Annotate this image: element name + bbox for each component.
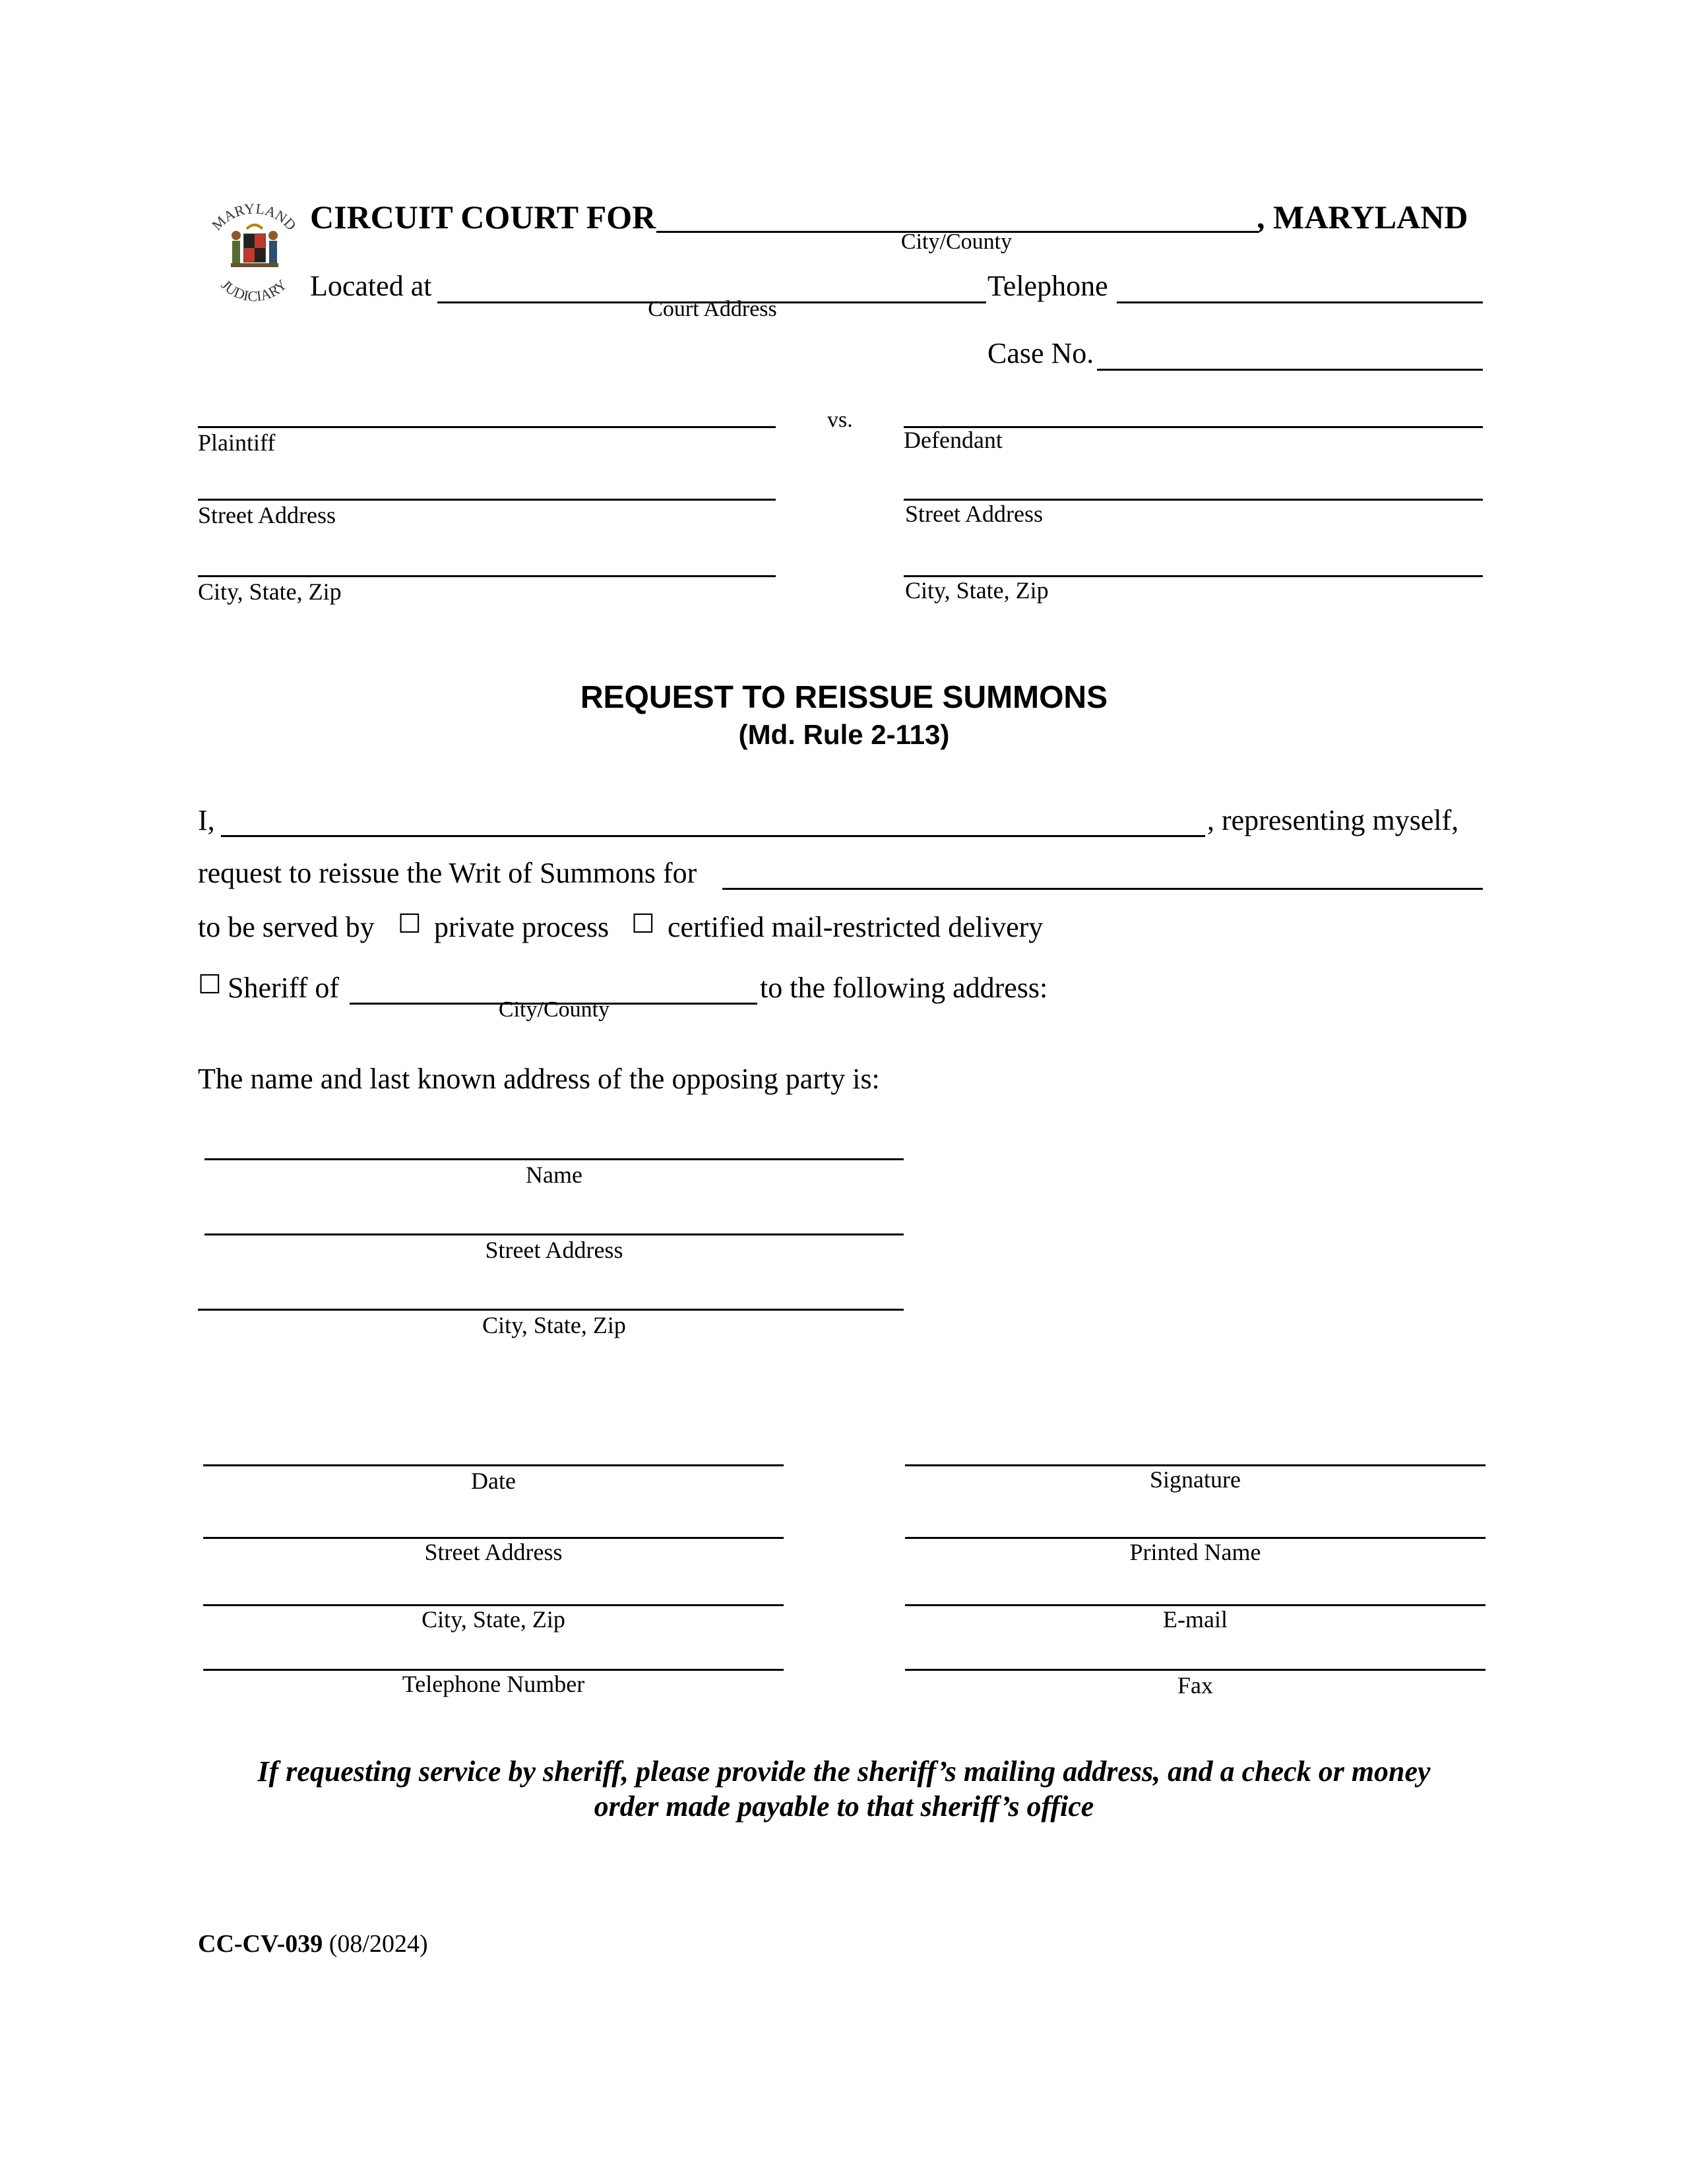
request-reissue-text: request to reissue the Writ of Summons for <box>198 857 697 889</box>
sheriff-note-line-2: order made payable to that sheriff’s office <box>594 1790 1094 1823</box>
served-by-text: to be served by <box>198 911 375 943</box>
form-rule: (Md. Rule 2-113) <box>738 719 950 750</box>
date-field[interactable] <box>203 1464 784 1466</box>
sheriff-of-label: Sheriff of <box>228 972 340 1004</box>
plaintiff-name-field[interactable] <box>198 426 776 428</box>
fax-field[interactable] <box>905 1669 1485 1671</box>
court-telephone-field[interactable] <box>1117 301 1483 303</box>
seal-text-bottom: JUDICIARY <box>218 276 290 305</box>
court-heading-prefix: CIRCUIT COURT FOR <box>310 199 656 235</box>
court-heading-suffix: , MARYLAND <box>1257 199 1468 235</box>
court-address-hint: Court Address <box>648 297 777 321</box>
form-code: CC-CV-039 <box>198 1930 323 1958</box>
private-process-checkbox[interactable]: ☐ <box>398 909 422 939</box>
defendant-street-label: Street Address <box>905 501 1043 527</box>
email-label: E-mail <box>1163 1606 1228 1633</box>
following-address-text: to the following address: <box>760 972 1048 1004</box>
opposing-party-text: The name and last known address of the opposing party is: <box>198 1063 880 1095</box>
opposing-name-field[interactable] <box>204 1158 904 1160</box>
summons-for-field[interactable] <box>722 888 1483 890</box>
defendant-city-label: City, State, Zip <box>905 577 1049 604</box>
city-county-hint: City/County <box>900 230 1013 254</box>
representing-myself-text: , representing myself, <box>1207 804 1459 836</box>
judiciary-seal-logo <box>198 188 310 320</box>
seal-text-top: MARYLAND <box>208 200 300 234</box>
opposing-city-label: City, State, Zip <box>482 1312 626 1338</box>
fax-label: Fax <box>1177 1672 1213 1699</box>
plaintiff-label: Plaintiff <box>198 429 276 456</box>
i-prefix: I, <box>198 804 215 836</box>
located-at-label: Located at <box>310 270 432 302</box>
plaintiff-street-label: Street Address <box>198 502 336 528</box>
opposing-city-field[interactable] <box>198 1309 904 1311</box>
plaintiff-street-field[interactable] <box>198 499 776 501</box>
telephone-label: Telephone <box>987 270 1108 302</box>
opposing-street-field[interactable] <box>204 1233 904 1235</box>
sheriff-city-county-hint: City/County <box>498 997 610 1022</box>
plaintiff-city-label: City, State, Zip <box>198 578 342 605</box>
form-footer <box>198 1929 428 1958</box>
opposing-street-label: Street Address <box>485 1237 623 1263</box>
requester-name-field[interactable] <box>221 835 1205 837</box>
sheriff-note-line-1: If requesting service by sheriff, please provide the sheriff’s mailing address, and a check or money <box>257 1755 1431 1788</box>
printed-name-label: Printed Name <box>1129 1539 1261 1565</box>
certified-mail-label: certified mail-restricted delivery <box>668 911 1044 943</box>
signer-city-label: City, State, Zip <box>422 1606 565 1633</box>
form-title: REQUEST TO REISSUE SUMMONS <box>580 680 1108 715</box>
case-no-label: Case No. <box>987 337 1094 369</box>
defendant-label: Defendant <box>904 427 1003 453</box>
vs-label: vs. <box>827 408 853 432</box>
sheriff-checkbox[interactable]: ☐ <box>198 970 222 1000</box>
opposing-name-label: Name <box>526 1162 582 1188</box>
signer-street-label: Street Address <box>424 1539 563 1565</box>
signer-telephone-label: Telephone Number <box>402 1671 585 1697</box>
date-label: Date <box>471 1468 516 1494</box>
certified-mail-checkbox[interactable]: ☐ <box>631 909 655 939</box>
plaintiff-city-field[interactable] <box>198 575 776 577</box>
case-number-field[interactable] <box>1097 369 1483 371</box>
seal-emblem-icon <box>231 225 278 267</box>
signature-label: Signature <box>1150 1466 1241 1493</box>
form-date: (08/2024) <box>328 1930 428 1958</box>
private-process-label: private process <box>434 911 610 943</box>
